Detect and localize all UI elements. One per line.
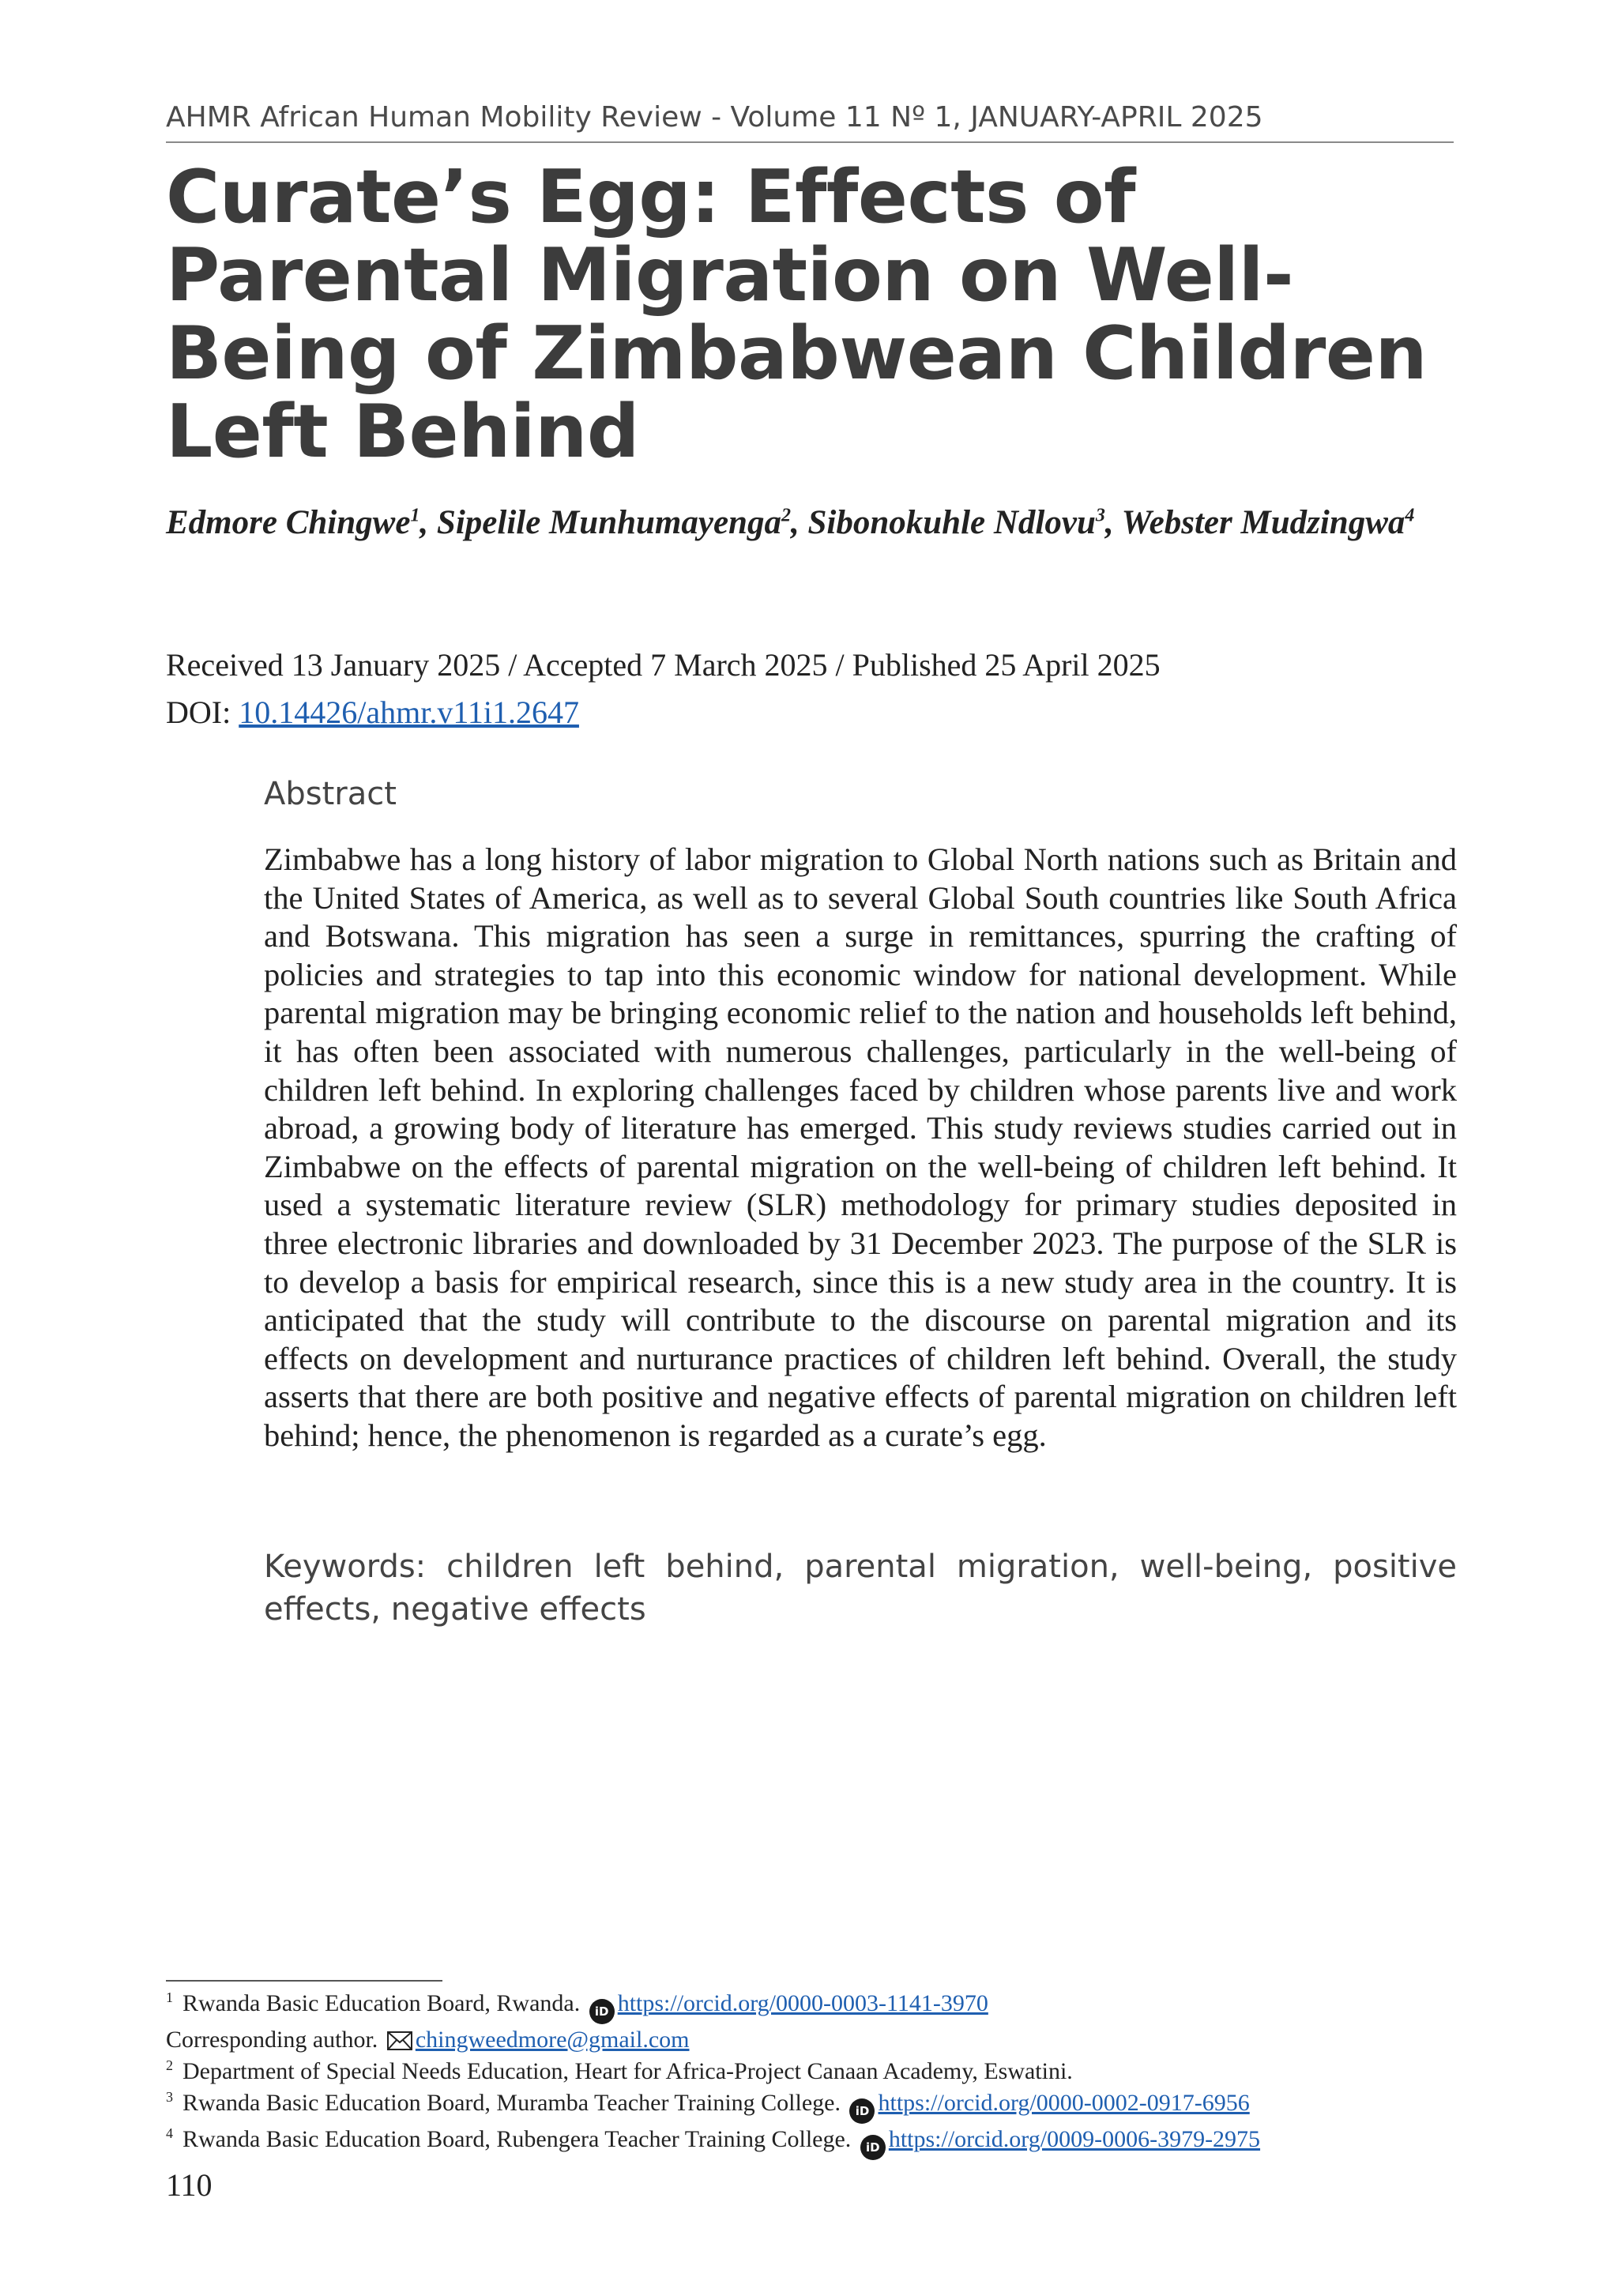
footnote-mark: 3	[166, 2089, 173, 2105]
orcid-link[interactable]: https://orcid.org/0000-0003-1141-3970	[617, 1990, 988, 2016]
author-name: Sipelile Munhumayenga	[436, 504, 781, 541]
doi-line	[166, 689, 1462, 736]
abstract-text: Zimbabwe has a long history of labor migration to Global North nations such as Britain and the United States of America, as well as to several Global South countries like South Africa and Botswana. This migration has seen a surge in remittances, spurring the crafting of policies and strategies to tap into this economic window for national development. While parental migration may be bringing economic relief to the nation and households left behind, it has often been associated with numerous challenges, particularly in the well-being of children left behind. In exploring challenges faced by children whose parents live and work abroad, a growing body of literature has emerged. This study reviews studies carried out in Zimbabwe on the effects of parental migration on the well-being of children left behind. It used a systematic literature review (SLR) methodology for primary studies deposited in three electronic libraries and downloaded by 31 December 2023. The purpose of the SLR is to develop a basis for empirical research, since this is a new study area in the country. It is anticipated that the study will contribute to the discourse on parental migration and its effects on development and nurturance practices of children left behind. Overall, the study asserts that there are both positive and negative effects of parental migration on children left behind; hence, the phenomenon is regarded as a curate’s egg.	[264, 841, 1457, 1453]
footnote-divider	[166, 1980, 442, 1982]
email-link[interactable]: chingweedmore@gmail.com	[415, 2027, 690, 2053]
orcid-icon: iD	[589, 1999, 615, 2024]
abstract-heading: Abstract	[264, 776, 397, 812]
footnote-text: Rwanda Basic Education Board, Muramba Teacher Training College.	[182, 2090, 841, 2116]
author: Sibonokuhle Ndlovu$^3$,	[807, 504, 1114, 541]
author: Edmore Chingwe$^1$,	[166, 504, 429, 541]
corresponding-author	[166, 2024, 1462, 2056]
publication-dates: Received 13 January 2025 / Accepted 7 March 2025 / Published 25 April 2025	[166, 647, 1161, 683]
corresponding-label: Corresponding author.	[166, 2027, 378, 2053]
footnote-4	[166, 2124, 1462, 2160]
author-affiliation-mark: 4	[1405, 505, 1415, 526]
keywords	[264, 1545, 1457, 1631]
footnote-text: Rwanda Basic Education Board, Rwanda.	[182, 1990, 581, 2016]
author-affiliation-mark: 2	[781, 505, 791, 526]
orcid-icon: iD	[849, 2098, 875, 2124]
page-number: 110	[166, 2167, 213, 2203]
author-name: Edmore Chingwe	[166, 504, 411, 541]
footnote-mark: 2	[166, 2057, 173, 2073]
author	[1122, 504, 1415, 541]
orcid-link[interactable]: https://orcid.org/0000-0002-0917-6956	[878, 2090, 1250, 2116]
journal-header: AHMR African Human Mobility Review - Volume 11 Nº 1, JANUARY-APRIL 2025	[166, 101, 1454, 143]
footnote-mark: 1	[166, 1989, 173, 2005]
author-affiliation-mark: 3	[1095, 505, 1105, 526]
keywords-list: children left behind, parental migration, well-being, positive effects, negative effects	[264, 1549, 1458, 1628]
author-list	[166, 499, 1455, 547]
article-title: Curate’s Egg: Effects of Parental Migration on Well-Being of Zimbabwean Children Left Behind	[166, 154, 1428, 474]
orcid-link[interactable]: https://orcid.org/0009-0006-3979-2975	[888, 2126, 1261, 2152]
doi-link[interactable]: 10.14426/ahmr.v11i1.2647	[239, 694, 579, 730]
author-name: Webster Mudzingwa	[1121, 504, 1405, 541]
doi-label: DOI:	[166, 694, 239, 730]
mail-icon	[387, 2031, 412, 2050]
footnote-3	[166, 2087, 1462, 2124]
footnotes	[166, 1988, 1462, 2160]
author-affiliation-mark: 1	[410, 505, 420, 526]
author: Sipelile Munhumayenga$^2$,	[436, 504, 800, 541]
orcid-icon: iD	[860, 2135, 886, 2160]
footnote-1	[166, 1988, 1462, 2024]
footnote-text: Department of Special Needs Education, Heart for Africa-Project Canaan Academy, Eswatini.	[182, 2058, 1073, 2084]
keywords-label: Keywords:	[264, 1549, 447, 1585]
footnote-2	[166, 2056, 1462, 2087]
publication-info	[166, 642, 1462, 736]
footnote-text: Rwanda Basic Education Board, Rubengera Teacher Training College.	[182, 2126, 852, 2152]
footnote-mark: 4	[166, 2125, 173, 2141]
author-name: Sibonokuhle Ndlovu	[807, 504, 1096, 541]
